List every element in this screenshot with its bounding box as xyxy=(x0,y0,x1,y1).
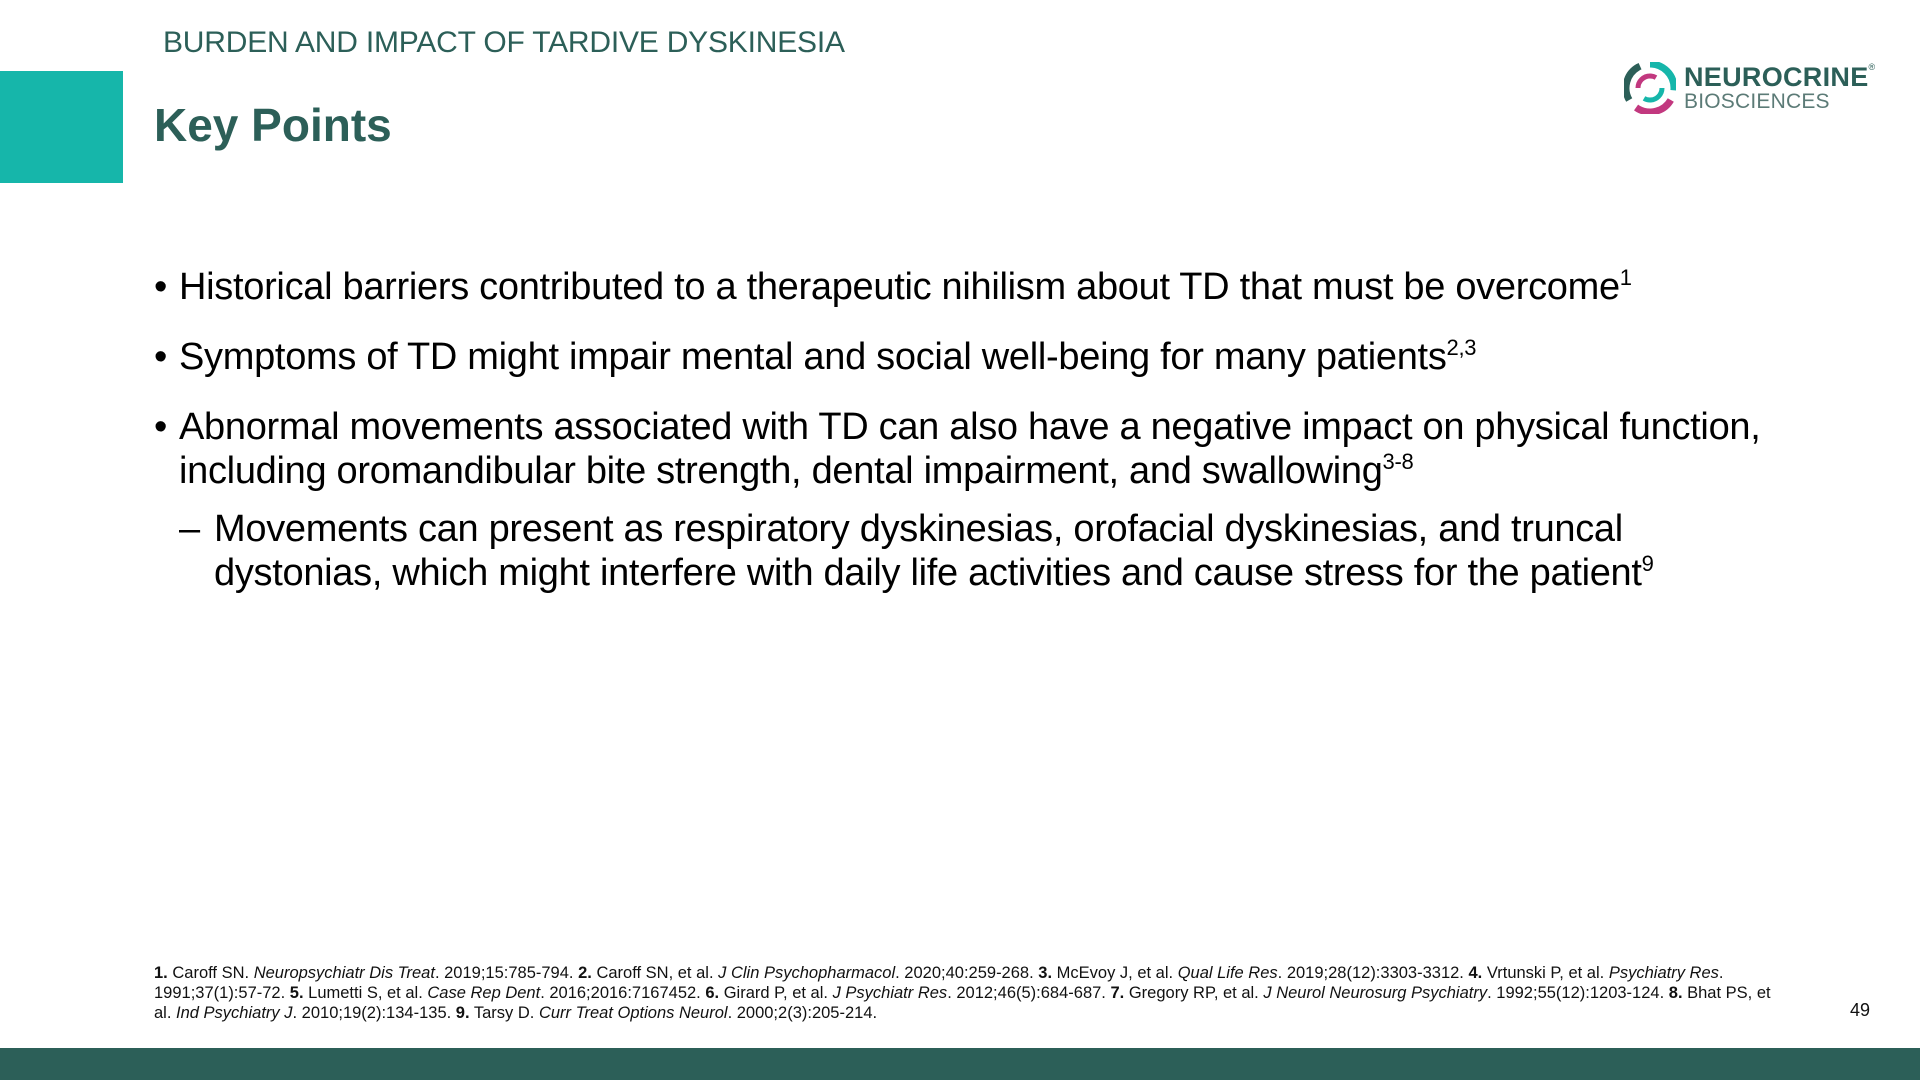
bullet-text: Abnormal movements associated with TD can also have a negative impact on physical function, including oromandibular bite strength, dental impairment, and swallowing xyxy=(179,406,1761,492)
logo-wordmark-line1: NEUROCRINE® xyxy=(1684,62,1876,92)
logo-wordmark-line2: BIOSCIENCES xyxy=(1684,90,1830,113)
accent-block xyxy=(0,71,123,183)
company-logo xyxy=(1624,60,1894,116)
reference-item: 1. Caroff SN. Neuropsychiatr Dis Treat. 2019;15:785-794. xyxy=(154,964,574,982)
bullet-item xyxy=(154,265,1794,309)
reference-item: 7. Gregory RP, et al. J Neurol Neurosurg Psychiatry. 1992;55(12):1203-124. xyxy=(1110,984,1665,1002)
bullet-marker: • xyxy=(154,336,168,378)
footer-bar xyxy=(0,1048,1920,1080)
key-points-list xyxy=(154,265,1794,595)
slide-title: Key Points xyxy=(154,99,392,151)
sub-bullet-item xyxy=(154,507,1794,595)
bullet-text: Historical barriers contributed to a therapeutic nihilism about TD that must be overcome xyxy=(179,266,1620,308)
references xyxy=(154,963,1774,1023)
citation-superscript: 3-8 xyxy=(1382,449,1414,474)
sub-bullet-text: Movements can present as respiratory dyskinesias, orofacial dyskinesias, and truncal dystonias, which might interfere with daily life activities and cause stress for the patient xyxy=(214,508,1642,594)
citation-superscript: 9 xyxy=(1641,551,1654,576)
reference-item: 4. Vrtunski P, et al. Psychiatry Res. 1991;37(1):57-72. xyxy=(154,964,1724,1002)
neurocrine-swirl-logo-icon xyxy=(1624,62,1676,114)
reference-item: 6. Girard P, et al. J Psychiatr Res. 2012;46(5):684-687. xyxy=(705,984,1106,1002)
reference-item: 8. Bhat PS, et al. Ind Psychiatry J. 2010;19(2):134-135. xyxy=(154,984,1771,1022)
reference-item: 9. Tarsy D. Curr Treat Options Neurol. 2000;2(3):205-214. xyxy=(455,1004,878,1022)
citation-superscript: 1 xyxy=(1619,265,1632,290)
bullet-text: Symptoms of TD might impair mental and social well-being for many patients xyxy=(179,336,1447,378)
reference-item: 5. Lumetti S, et al. Case Rep Dent. 2016;2016:7167452. xyxy=(289,984,701,1002)
reference-item: 2. Caroff SN, et al. J Clin Psychopharmacol. 2020;40:259-268. xyxy=(578,964,1034,982)
page-number: 49 xyxy=(1850,1000,1871,1020)
bullet-marker: • xyxy=(154,406,168,448)
section-label: BURDEN AND IMPACT OF TARDIVE DYSKINESIA xyxy=(163,26,845,59)
dash-marker: – xyxy=(179,508,200,550)
bullet-item xyxy=(154,405,1794,493)
bullet-item xyxy=(154,335,1794,379)
citation-superscript: 2,3 xyxy=(1446,335,1477,360)
bullet-marker: • xyxy=(154,266,168,308)
reference-item: 3. McEvoy J, et al. Qual Life Res. 2019;28(12):3303-3312. xyxy=(1038,964,1464,982)
trademark-symbol: ® xyxy=(1868,62,1876,72)
